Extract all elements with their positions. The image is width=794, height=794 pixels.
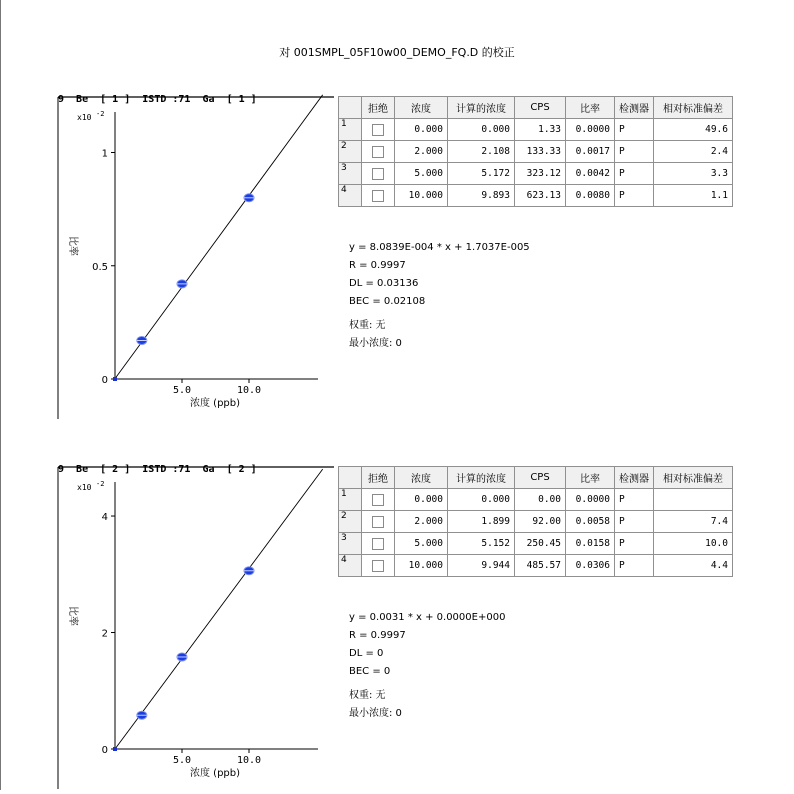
detector-cell: P [615,555,654,577]
concentration-cell: 2.000 [395,141,448,163]
reject-checkbox[interactable] [372,560,384,572]
calculated-concentration-cell: 9.944 [448,555,515,577]
rsd-cell: 4.4 [654,555,733,577]
ratio-cell: 0.0058 [566,511,615,533]
calculated-concentration-cell: 5.152 [448,533,515,555]
reject-checkbox[interactable] [372,146,384,158]
table-header-row [339,467,733,489]
cps-cell: 323.12 [515,163,566,185]
row-index: 1 [339,119,362,141]
exponent-value: -2 [96,480,105,488]
detector-cell: P [615,511,654,533]
table-row [339,533,733,555]
cps-cell: 0.00 [515,489,566,511]
rsd-cell: 10.0 [654,533,733,555]
ratio-cell: 0.0306 [566,555,615,577]
rsd-cell [654,489,733,511]
table-row [339,141,733,163]
minimum-concentration: 最小浓度: 0 [349,338,402,349]
header-calculated-concentration: 计算的浓度 [448,97,515,119]
ratio-cell: 0.0017 [566,141,615,163]
row-index: 2 [339,141,362,163]
chart-title: 9 Be [ 1 ] ISTD :71 Ga [ 1 ] [58,94,257,105]
regression-stats-2 [349,609,505,723]
table-row [339,163,733,185]
header-reject: 拒绝 [362,97,395,119]
reject-checkbox[interactable] [372,494,384,506]
concentration-cell: 2.000 [395,511,448,533]
x-tick-label: 10.0 [236,755,262,766]
chart-title: 9 Be [ 2 ] ISTD :71 Ga [ 2 ] [58,464,257,475]
calibration-table-1 [338,96,733,207]
y-tick-label: 2 [101,628,108,640]
detector-cell: P [615,119,654,141]
concentration-cell: 5.000 [395,163,448,185]
cps-cell: 485.57 [515,555,566,577]
detector-cell: P [615,163,654,185]
reject-checkbox[interactable] [372,538,384,550]
header-concentration: 浓度 [395,97,448,119]
reject-cell [362,555,395,577]
y-tick-label: 4 [101,512,108,524]
calibration-chart-1 [0,94,338,424]
rsd-cell: 1.1 [654,185,733,207]
row-index: 1 [339,489,362,511]
calculated-concentration-cell: 5.172 [448,163,515,185]
x-tick-label: 10.0 [236,385,262,396]
header-index [339,97,362,119]
cps-cell: 623.13 [515,185,566,207]
fit-line [115,95,323,379]
exponent-value: -2 [96,110,105,118]
ratio-cell: 0.0158 [566,533,615,555]
cps-cell: 133.33 [515,141,566,163]
table-row [339,119,733,141]
header-detector: 检测器 [615,467,654,489]
background-equivalent-concentration: BEC = 0 [349,666,391,677]
table-row [339,555,733,577]
reject-cell [362,533,395,555]
fit-line [115,469,323,749]
detector-cell: P [615,489,654,511]
reject-cell [362,511,395,533]
data-point [113,377,117,381]
concentration-cell: 5.000 [395,533,448,555]
header-ratio: 比率 [566,467,615,489]
x-axis-label: 浓度 (ppb) [189,768,241,779]
table-row [339,511,733,533]
concentration-cell: 10.000 [395,185,448,207]
y-axis-label: 比率 [67,606,78,626]
table-row [339,185,733,207]
detection-limit: DL = 0.03136 [349,278,419,289]
header-ratio: 比率 [566,97,615,119]
row-index: 4 [339,555,362,577]
calculated-concentration-cell: 1.899 [448,511,515,533]
header-detector: 检测器 [615,97,654,119]
minimum-concentration: 最小浓度: 0 [349,708,402,719]
x-tick-label: 5.0 [172,385,192,396]
rsd-cell: 3.3 [654,163,733,185]
background-equivalent-concentration: BEC = 0.02108 [349,296,426,307]
table-header-row [339,97,733,119]
cps-cell: 1.33 [515,119,566,141]
y-tick-label: 0.5 [92,261,108,273]
reject-cell [362,163,395,185]
detector-cell: P [615,141,654,163]
ratio-cell: 0.0042 [566,163,615,185]
reject-cell [362,119,395,141]
page-title: 对 001SMPL_05F10w00_DEMO_FQ.D 的校正 [279,46,515,59]
detection-limit: DL = 0 [349,648,384,659]
row-index: 3 [339,163,362,185]
header-index [339,467,362,489]
calibration-table-2 [338,466,733,577]
y-tick-label: 0 [101,375,108,386]
header-calculated-concentration: 计算的浓度 [448,467,515,489]
concentration-cell: 10.000 [395,555,448,577]
header-reject: 拒绝 [362,467,395,489]
table-row [339,489,733,511]
correlation-coefficient: R = 0.9997 [349,260,406,271]
calculated-concentration-cell: 0.000 [448,119,515,141]
y-tick-label: 0 [101,745,108,756]
header-cps: CPS [515,97,566,119]
weighting: 权重: 无 [349,690,386,701]
calculated-concentration-cell: 0.000 [448,489,515,511]
rsd-cell: 2.4 [654,141,733,163]
rsd-cell: 49.6 [654,119,733,141]
detector-cell: P [615,533,654,555]
concentration-cell: 0.000 [395,489,448,511]
regression-equation: y = 0.0031 * x + 0.0000E+000 [349,612,506,623]
regression-stats-1 [349,239,530,353]
ratio-cell: 0.0000 [566,119,615,141]
reject-cell [362,489,395,511]
calculated-concentration-cell: 9.893 [448,185,515,207]
reject-cell [362,141,395,163]
x-tick-label: 5.0 [172,755,192,766]
concentration-cell: 0.000 [395,119,448,141]
exponent-label: x10 [77,113,92,122]
reject-checkbox[interactable] [372,190,384,202]
ratio-cell: 0.0000 [566,489,615,511]
exponent-label: x10 [77,483,92,492]
reject-checkbox[interactable] [372,168,384,180]
y-axis-label: 比率 [67,236,78,256]
cps-cell: 250.45 [515,533,566,555]
row-index: 4 [339,185,362,207]
regression-equation: y = 8.0839E-004 * x + 1.7037E-005 [349,242,530,253]
reject-checkbox[interactable] [372,516,384,528]
reject-cell [362,185,395,207]
correlation-coefficient: R = 0.9997 [349,630,406,641]
data-point [113,747,117,751]
header-cps: CPS [515,467,566,489]
y-tick-label: 1 [101,148,108,160]
reject-checkbox[interactable] [372,124,384,136]
header-rsd: 相对标准偏差 [654,467,733,489]
ratio-cell: 0.0080 [566,185,615,207]
rsd-cell: 7.4 [654,511,733,533]
weighting: 权重: 无 [349,320,386,331]
row-index: 2 [339,511,362,533]
header-rsd: 相对标准偏差 [654,97,733,119]
calibration-section-1 [0,94,794,424]
row-index: 3 [339,533,362,555]
header-concentration: 浓度 [395,467,448,489]
calibration-section-2 [0,464,794,794]
detector-cell: P [615,185,654,207]
x-axis-label: 浓度 (ppb) [189,398,241,409]
cps-cell: 92.00 [515,511,566,533]
calibration-chart-2 [0,464,338,790]
calculated-concentration-cell: 2.108 [448,141,515,163]
